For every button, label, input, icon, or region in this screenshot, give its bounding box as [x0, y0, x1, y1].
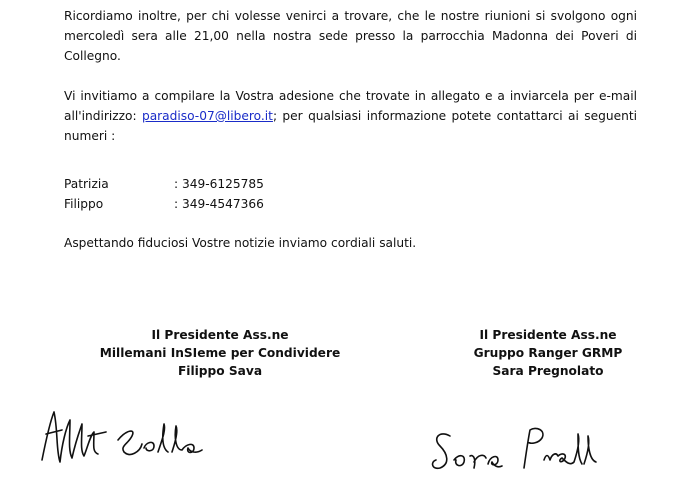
right-handwritten-signature — [428, 420, 603, 480]
closing-paragraph: Aspettando fiduciosi Vostre notizie inviamo cordiali saluti. — [64, 236, 417, 250]
membership-text-before: Vi invitiamo a compilare la Vostra adesione che trovate in allegato e a inviarcela per e-mail all'indirizzo: — [64, 89, 637, 123]
right-signatory-association: Gruppo Ranger GRMP — [473, 346, 623, 360]
membership-text-after: ; per qualsiasi informazione potete contattarci ai seguenti numeri : — [64, 109, 637, 143]
contact-list — [64, 174, 264, 214]
right-signatory-block — [448, 326, 648, 380]
left-handwritten-signature — [36, 400, 216, 470]
contact-name: Patrizia — [64, 177, 109, 191]
email-link[interactable]: paradiso-07@libero.it — [141, 109, 273, 123]
right-signatory-role: Il Presidente Ass.ne — [479, 328, 617, 342]
left-signatory-association: Millemani InSIeme per Condividere — [99, 346, 341, 360]
membership-paragraph — [64, 86, 637, 146]
contact-row — [64, 194, 264, 214]
left-signatory-name: Filippo Sava — [177, 364, 263, 378]
contact-row — [64, 174, 264, 194]
left-signatory-role: Il Presidente Ass.ne — [151, 328, 289, 342]
contact-name: Filippo — [64, 197, 104, 211]
meeting-info-paragraph: Ricordiamo inoltre, per chi volesse venirci a trovare, che le nostre riunioni si svolgono ogni mercoledì sera alle 21,00 nella nostra sede presso la parrocchia Madonna dei Poveri di Collegno. — [64, 9, 637, 63]
right-signatory-name: Sara Pregnolato — [492, 364, 604, 378]
left-signatory-block — [60, 326, 380, 380]
contact-number: : 349-6125785 — [174, 177, 264, 191]
contact-number: : 349-4547366 — [174, 197, 264, 211]
